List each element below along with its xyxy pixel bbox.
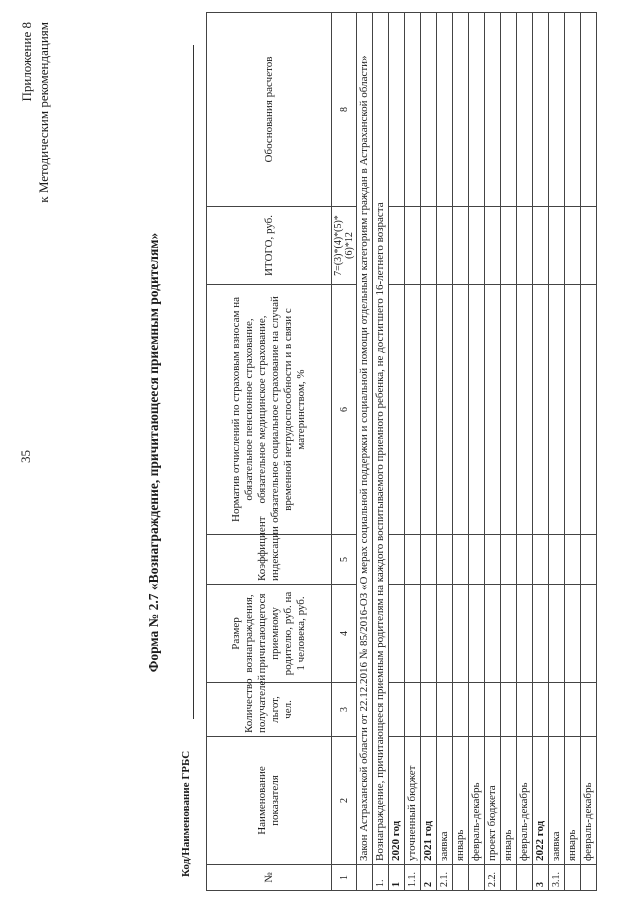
row-name: уточненный бюджет [405,737,421,865]
empty-cell [437,13,453,207]
row-number: 1 [389,865,405,891]
empty-cell [437,585,453,683]
row-name: январь [501,737,517,865]
table-row [549,13,565,891]
empty-cell [389,207,405,285]
empty-cell [565,285,581,535]
empty-cell [549,585,565,683]
empty-cell [437,535,453,585]
column-number: 8 [332,13,357,207]
table-row [405,13,421,891]
empty-cell [421,683,437,737]
empty-cell [533,13,549,207]
row-number: 2.2. [485,865,501,891]
empty-cell [549,535,565,585]
empty-cell [421,285,437,535]
form-table [206,12,597,891]
empty-cell [453,535,469,585]
empty-cell [485,13,501,207]
empty-cell [453,585,469,683]
empty-cell [485,683,501,737]
empty-cell [549,683,565,737]
table-body [357,13,597,891]
column-number: 1 [332,865,357,891]
law-row [357,13,373,891]
header-row [207,13,332,891]
row-number [581,865,597,891]
empty-cell [549,285,565,535]
row-name: заявка [549,737,565,865]
row-name: январь [453,737,469,865]
empty-cell [581,585,597,683]
empty-cell [453,683,469,737]
row-number: 1.1. [405,865,421,891]
empty-cell [405,285,421,535]
empty-cell [549,207,565,285]
empty-cell [389,535,405,585]
empty-cell [389,683,405,737]
column-header: Обоснования расчетов [207,13,332,207]
empty-cell [533,683,549,737]
empty-cell [565,13,581,207]
row-number [565,865,581,891]
empty-cell [453,207,469,285]
column-number-row [332,13,357,891]
table-row [533,13,549,891]
column-header: Количество получателей льгот, чел. [207,683,332,737]
empty-cell [581,285,597,535]
row-number: 2.1. [437,865,453,891]
section-row [373,13,389,891]
empty-cell [517,535,533,585]
column-header: Наименование показателя [207,737,332,865]
empty-cell [581,13,597,207]
empty-cell [437,207,453,285]
column-number: 6 [332,285,357,535]
appendix-line-2: к Методическим рекомендациям [36,22,51,203]
law-text: Закон Астраханской области от 22.12.2016 № 85/2016-ОЗ «О мерах социальной поддержки и социальной помощи отдельным категориям граждан в Астраханской области» [357,13,373,865]
empty-cell [581,683,597,737]
column-number: 2 [332,737,357,865]
empty-cell [405,13,421,207]
column-header: ИТОГО, руб. [207,207,332,285]
empty-cell [517,13,533,207]
empty-cell [533,585,549,683]
empty-cell [501,683,517,737]
law-row-num [357,865,373,891]
empty-cell [469,585,485,683]
empty-cell [437,683,453,737]
empty-cell [389,285,405,535]
empty-cell [501,13,517,207]
empty-cell [549,13,565,207]
empty-cell [405,683,421,737]
table-row [469,13,485,891]
empty-cell [389,585,405,683]
empty-cell [421,535,437,585]
table-row [421,13,437,891]
empty-cell [501,207,517,285]
table-row [565,13,581,891]
empty-cell [405,207,421,285]
row-name: проект бюджета [485,737,501,865]
appendix-caption [18,22,52,203]
empty-cell [517,585,533,683]
column-number: 7=(3)*(4)*(5)*(6)*12 [332,207,357,285]
row-number [501,865,517,891]
table-row [517,13,533,891]
row-name: заявка [437,737,453,865]
table-row [581,13,597,891]
column-header: Размер вознаграждения, причитающегося приемному родителю, руб. на 1 человека, руб. [207,585,332,683]
column-header: Коэффициент индексации [207,535,332,585]
row-number: 2 [421,865,437,891]
empty-cell [485,585,501,683]
row-name: 2020 год [389,737,405,865]
table-row [389,13,405,891]
empty-cell [501,585,517,683]
row-number: 3 [533,865,549,891]
appendix-line-1: Приложение 8 [19,22,34,102]
empty-cell [517,285,533,535]
table-row [453,13,469,891]
empty-cell [533,285,549,535]
row-number [469,865,485,891]
empty-cell [501,285,517,535]
grbs-fill-line [193,45,194,719]
section-text: Вознаграждение, причитающееся приемным родителям на каждого воспитываемого приемного ребенка, не достигшего 16-летнего возраста [373,13,389,865]
empty-cell [469,285,485,535]
empty-cell [485,535,501,585]
row-number [453,865,469,891]
empty-cell [405,585,421,683]
row-name: 2022 год [533,737,549,865]
empty-cell [581,535,597,585]
row-name: февраль-декабрь [517,737,533,865]
form-title: Форма № 2.7 «Вознаграждение, причитающееся приемным родителям» [146,232,161,673]
empty-cell [469,13,485,207]
empty-cell [533,207,549,285]
page-number: 35 [18,450,33,463]
section-num: 1. [373,865,389,891]
empty-cell [565,535,581,585]
row-name: февраль-декабрь [581,737,597,865]
row-name: февраль-декабрь [469,737,485,865]
empty-cell [517,207,533,285]
table-row [437,13,453,891]
column-number: 5 [332,535,357,585]
empty-cell [453,285,469,535]
empty-cell [517,683,533,737]
column-header: № [207,865,332,891]
empty-cell [565,585,581,683]
empty-cell [581,207,597,285]
column-number: 3 [332,683,357,737]
empty-cell [389,13,405,207]
empty-cell [421,585,437,683]
row-number: 3.1. [549,865,565,891]
table-row [485,13,501,891]
row-name: январь [565,737,581,865]
empty-cell [469,683,485,737]
empty-cell [565,207,581,285]
empty-cell [405,535,421,585]
empty-cell [533,535,549,585]
row-number [517,865,533,891]
empty-cell [453,13,469,207]
empty-cell [485,285,501,535]
column-header: Норматив отчислений по страховым взносам на обязательное пенсионное страхование, обязательное медицинское страхование, обязательное социальное страхование на случай временной нетрудоспособности и в связи с материнством, % [207,285,332,535]
empty-cell [565,683,581,737]
empty-cell [437,285,453,535]
empty-cell [421,207,437,285]
empty-cell [469,207,485,285]
grbs-label: Код/Наименование ГРБС [180,750,192,877]
empty-cell [469,535,485,585]
empty-cell [501,535,517,585]
column-number: 4 [332,585,357,683]
empty-cell [485,207,501,285]
empty-cell [421,13,437,207]
row-name: 2021 год [421,737,437,865]
table-row [501,13,517,891]
